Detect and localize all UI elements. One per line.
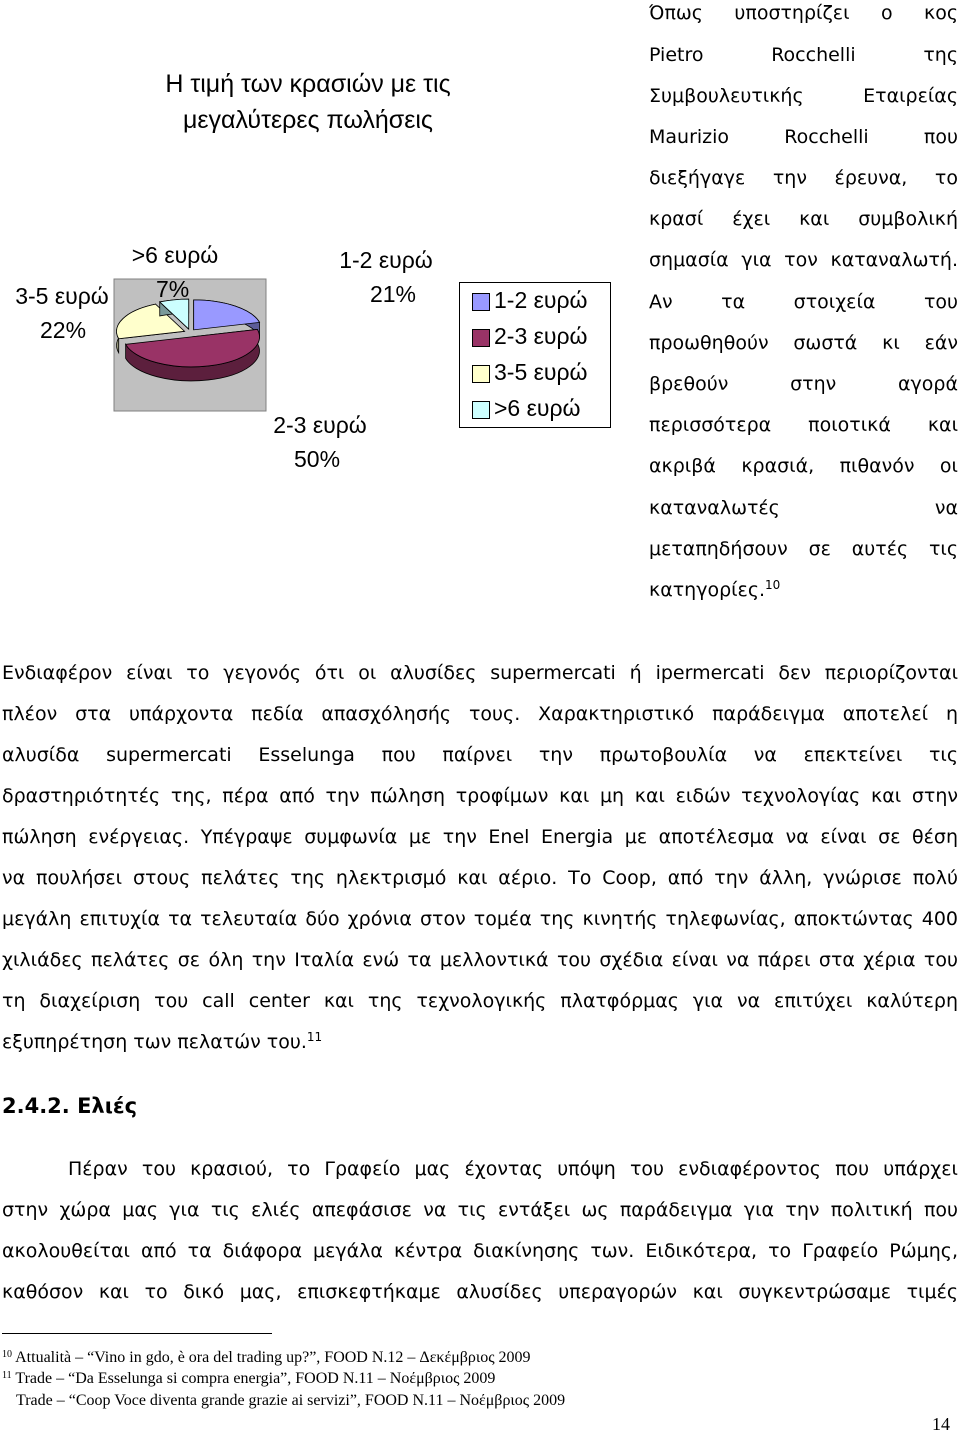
legend-label: 3-5 ευρώ xyxy=(494,359,588,385)
pie-label-1-2 xyxy=(326,243,446,311)
legend-item xyxy=(472,285,588,315)
text-line: Ενδιαφέρον είναι το γεγονός ότι οι αλυσίδες supermercati ή ipermercati δεν περιορίζονται xyxy=(2,662,958,684)
chart-legend xyxy=(459,282,611,428)
text-line: προωθηθούν σωστά κι εάν xyxy=(649,332,958,354)
text-line: διεξήγαγε την έρευνα, το xyxy=(649,167,958,189)
pie-label-pct: 22% xyxy=(40,317,87,343)
footnote-separator xyxy=(2,1333,272,1334)
footnote xyxy=(2,1369,495,1389)
legend-item xyxy=(472,357,588,387)
text-line xyxy=(2,1030,958,1054)
text-line: καθόσον και το δικό μας, επισκεφτήκαμε αλυσίδες υπεραγορών και συγκεντρώσαμε τιμές xyxy=(2,1281,958,1303)
legend-label: 2-3 ευρώ xyxy=(494,323,588,349)
legend-item xyxy=(472,321,588,351)
footnote-number: 10 xyxy=(2,1349,12,1360)
text-line: να πουλήσει στους πελάτες της ηλεκτρισμό και αέριο. Το Coop, από την άλλη, γνώρισε πολύ xyxy=(2,867,958,889)
footnote xyxy=(16,1391,565,1411)
pie-label-name: >6 ευρώ xyxy=(131,242,219,268)
footnote-ref: 10 xyxy=(765,578,781,592)
text-line: αλυσίδα supermercati Esselunga που παίρνει την πρωτοβουλία να επεκτείνει τις xyxy=(2,744,958,766)
legend-label: 1-2 ευρώ xyxy=(494,287,588,313)
pie-label-3-5 xyxy=(2,279,122,347)
section-heading: 2.4.2. Ελιές xyxy=(2,1094,138,1118)
text-line: βρεθούν στην αγορά xyxy=(649,373,958,395)
text-line: Όπως υποστηρίζει ο κος xyxy=(649,2,958,24)
text-line: μεγάλη επιτυχία τα τελευταία δύο χρόνια στον τομέα της κινητής τηλεφωνίας, αποκτώντας 400 xyxy=(2,908,958,930)
chart-title xyxy=(130,66,486,138)
pie-label-2-3 xyxy=(250,408,390,476)
text-line: πλέον στα υπάρχοντα πεδία απασχόλησής τους. Χαρακτηριστικό παράδειγμα αποτελεί η xyxy=(2,703,958,725)
text-line: μεταπηδήσουν σε αυτές τις xyxy=(649,538,958,560)
legend-swatch xyxy=(472,365,490,383)
text-line: ακολουθείται από τα διάφορα μεγάλα κέντρα διακίνησης των. Ειδικότερα, το Γραφείο Ρώμης, xyxy=(2,1240,958,1262)
chart-title-line1: Η τιμή των κρασιών με τις xyxy=(165,70,451,98)
text-line: Pietro Rocchelli της xyxy=(649,44,958,66)
footnote-number: 11 xyxy=(2,1370,12,1381)
text-line: καταναλωτές να xyxy=(649,497,958,519)
pie-label-pct: 7% xyxy=(156,276,190,302)
footnote-text: Attualità – “Vino in gdo, è ora del trading up?”, FOOD N.12 – Δεκέμβριος 2009 xyxy=(15,1349,531,1366)
text-line-content: εξυπηρέτηση των πελατών του. xyxy=(2,1031,307,1053)
text-line: Αν τα στοιχεία του xyxy=(649,291,958,313)
text-line: σημασία για τον καταναλωτή. xyxy=(649,249,958,271)
chart-title-line2: μεγαλύτερες πωλήσεις xyxy=(183,106,433,134)
text-line: Maurizio Rocchelli που xyxy=(649,126,958,148)
footnote xyxy=(2,1348,531,1368)
legend-swatch xyxy=(472,293,490,311)
legend-label: >6 ευρώ xyxy=(494,395,581,421)
legend-swatch xyxy=(472,329,490,347)
text-line: ακριβά κρασιά, πιθανόν οι xyxy=(649,455,958,477)
page-number: 14 xyxy=(932,1414,950,1434)
text-line: κρασί έχει και συμβολική xyxy=(649,208,958,230)
text-line: στην χώρα μας για τις ελιές απεφάσισε να τις εντάξει ως παράδειγμα για την πολιτική που xyxy=(2,1199,958,1221)
text-line: πώληση ενέργειας. Υπέγραψε συμφωνία με την Enel Energia με αποτέλεσμα να είναι σε θέση xyxy=(2,826,958,848)
pie-label-6 xyxy=(114,238,236,306)
pie-label-pct: 21% xyxy=(369,281,416,307)
legend-item xyxy=(472,393,581,423)
text-line: Πέραν του κρασιού, το Γραφείο μας έχοντας υπόψη του ενδιαφέροντος που υπάρχει xyxy=(68,1158,958,1180)
legend-swatch xyxy=(472,401,490,419)
footnote-text: Trade – “Coop Voce diventa grande grazie ai servizi”, FOOD N.11 – Νοέμβριος 2009 xyxy=(16,1392,566,1409)
footnote-text: Trade – “Da Esselunga si compra energia”, FOOD N.11 – Νοέμβριος 2009 xyxy=(15,1370,496,1387)
text-line-content: κατηγορίες. xyxy=(649,579,766,601)
text-line: τη διαχείριση του call center και της τεχνολογικής πλατφόρμας για να επιτύχει καλύτερη xyxy=(2,990,958,1012)
text-line: δραστηριότητές της, πέρα από την πώληση τροφίμων και μη και ειδών τεχνολογίας και στην xyxy=(2,785,958,807)
pie-label-pct: 50% xyxy=(294,446,341,472)
pie-label-name: 3-5 ευρώ xyxy=(15,283,109,309)
footnote-ref: 11 xyxy=(306,1030,323,1044)
text-line: περισσότερα ποιοτικά και xyxy=(649,414,958,436)
text-line: χιλιάδες πελάτες σε όλη την Ιταλία ενώ τα μελλοντικά του σχέδια είναι να πάρει στα χέρια του xyxy=(2,949,958,971)
text-line: Συμβουλευτικής Εταιρείας xyxy=(649,85,958,107)
pie-label-name: 1-2 ευρώ xyxy=(339,247,433,273)
text-line xyxy=(649,578,958,602)
pie-label-name: 2-3 ευρώ xyxy=(273,412,367,438)
